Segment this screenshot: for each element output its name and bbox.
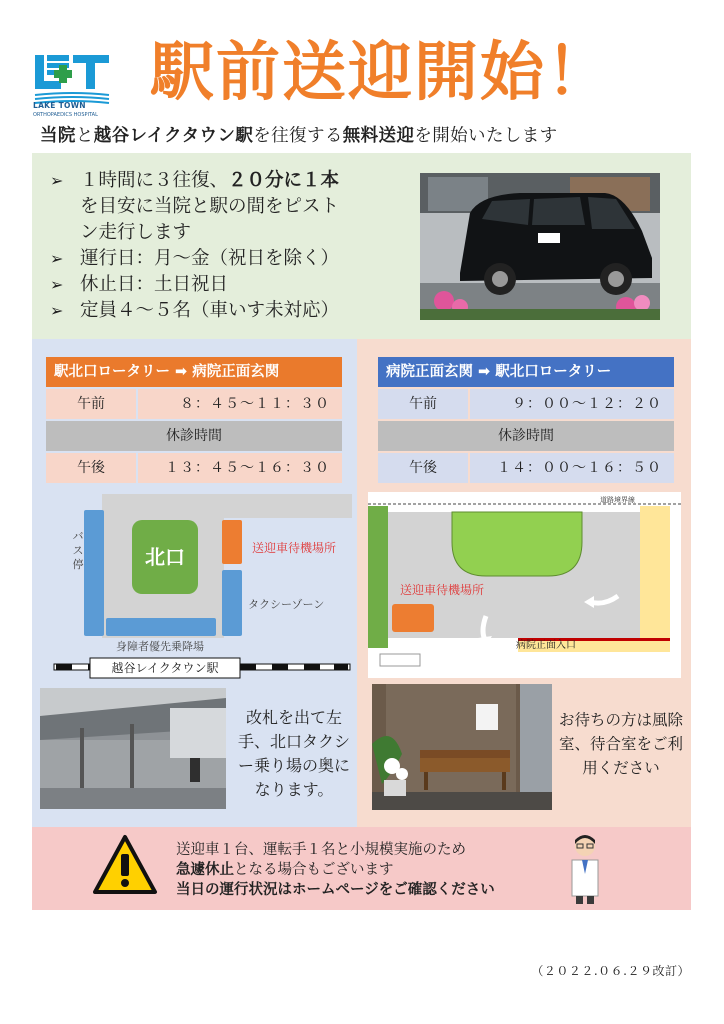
frequency-bold: ２０分に１本 (228, 170, 340, 191)
frequency-text: １時間に３往復、 (80, 170, 229, 191)
service-bullets (50, 168, 410, 324)
pickup-spot-label: 送迎車待機場所 (400, 583, 485, 597)
schedule-row-am (46, 389, 342, 419)
arrow-bullet-icon: ➢ (50, 171, 64, 190)
pm-label: 午後 (46, 453, 136, 483)
station-gate-photo-image (40, 688, 226, 809)
schedule-hospital-to-station (378, 357, 674, 483)
frequency-continued-2: ン走行します (80, 222, 192, 243)
schedule-row-break: 休診時間 (378, 421, 674, 451)
notice-line-1: 送迎車１台、運転手１名と小規模実施のため (176, 842, 466, 858)
road-boundary-label: 道路境界線 (600, 496, 635, 504)
schedule-station-to-hospital (46, 357, 342, 483)
bullet-frequency (50, 168, 410, 194)
pm-label: 午後 (378, 453, 468, 483)
accessible-area-label: 身障者優先乗降場 (116, 640, 204, 653)
station-name-label: 越谷レイクタウン駅 (111, 661, 219, 675)
hospital-lobby-photo-image (372, 684, 552, 810)
bus-stop-label (73, 530, 84, 571)
subtitle-free-shuttle: 無料送迎 (342, 126, 415, 146)
schedule-header: 病院正面玄関 ➡ 駅北口ロータリー (378, 357, 674, 387)
arrow-bullet-icon: ➢ (50, 275, 64, 294)
logo-subtitle: ORTHOPAEDICS HOSPITAL (33, 112, 98, 118)
operating-days-text: 運行日：月～金（祝日を除く） (80, 248, 340, 269)
subtitle-hospital: 当院 (40, 126, 76, 146)
subtitle-roundtrip: を往復する (253, 126, 343, 146)
revision-date: （２０２２.０６.２９改訂） (531, 964, 690, 978)
subtitle (40, 122, 700, 147)
frequency-continued-1: を目安に当院と駅の間をピスト (80, 196, 340, 217)
arrow-bullet-icon: ➢ (50, 249, 64, 268)
notice-line-2 (176, 860, 576, 880)
bullet-closed-days (50, 272, 410, 298)
am-label: 午前 (378, 389, 468, 419)
logo-name: LAKE TOWN (33, 101, 86, 110)
subtitle-and: と (75, 126, 94, 146)
notice-line-2-bold: 急遽休止 (176, 862, 234, 878)
bus-stop-char-3: 停 (72, 558, 84, 571)
pickup-spot-label: 送迎車待機場所 (252, 541, 337, 555)
hospital-entrance-label: 病院正面入口 (516, 640, 576, 651)
subtitle-station: 越谷レイクタウン駅 (93, 126, 254, 146)
am-label: 午前 (46, 389, 136, 419)
doctor-figure-icon (568, 834, 602, 906)
bus-stop-char-1: バ (72, 530, 84, 543)
am-time: ８：４５～１１：３０ (138, 389, 342, 419)
pm-time: １３：４５～１６：３０ (138, 453, 342, 483)
closed-days-text: 休止日：土日祝日 (80, 274, 229, 295)
station-north-exit-map (50, 490, 355, 682)
waiting-area-text: お待ちの方は風除室、待合室をご利用ください (558, 711, 683, 777)
schedule-row-am (378, 389, 674, 419)
schedule-row-break: 休診時間 (46, 421, 342, 451)
subtitle-start: を開始いたします (414, 126, 558, 146)
hospital-entrance-map (368, 492, 681, 678)
warning-triangle-icon (92, 834, 158, 896)
notice-line-3: 当日の運行状況はホームページをご確認ください (176, 882, 495, 898)
notice-line-2-rest: となる場合もございます (234, 862, 394, 878)
gate-directions-text: 改札を出て左手、北口タクシー乗り場の奥になります。 (237, 708, 350, 799)
arrow-bullet-icon: ➢ (50, 301, 64, 320)
bus-stop-char-2: ス (72, 544, 84, 557)
car-photo-image (420, 173, 660, 320)
capacity-text: 定員４～５名（車いす未対応） (80, 300, 340, 321)
schedule-header: 駅北口ロータリー ➡ 病院正面玄関 (46, 357, 342, 387)
pm-time: １４：００～１６：５０ (470, 453, 674, 483)
am-time: ９：００～１２：２０ (470, 389, 674, 419)
schedule-row-pm (378, 453, 674, 483)
north-exit-label: 北口 (145, 545, 185, 569)
bullet-capacity (50, 298, 410, 324)
bullet-operating-days (50, 246, 410, 272)
page-title: 駅前送迎開始！ (150, 36, 612, 110)
taxi-zone-label: タクシーゾーン (248, 598, 325, 611)
schedule-row-pm (46, 453, 342, 483)
notice-text (176, 840, 576, 900)
